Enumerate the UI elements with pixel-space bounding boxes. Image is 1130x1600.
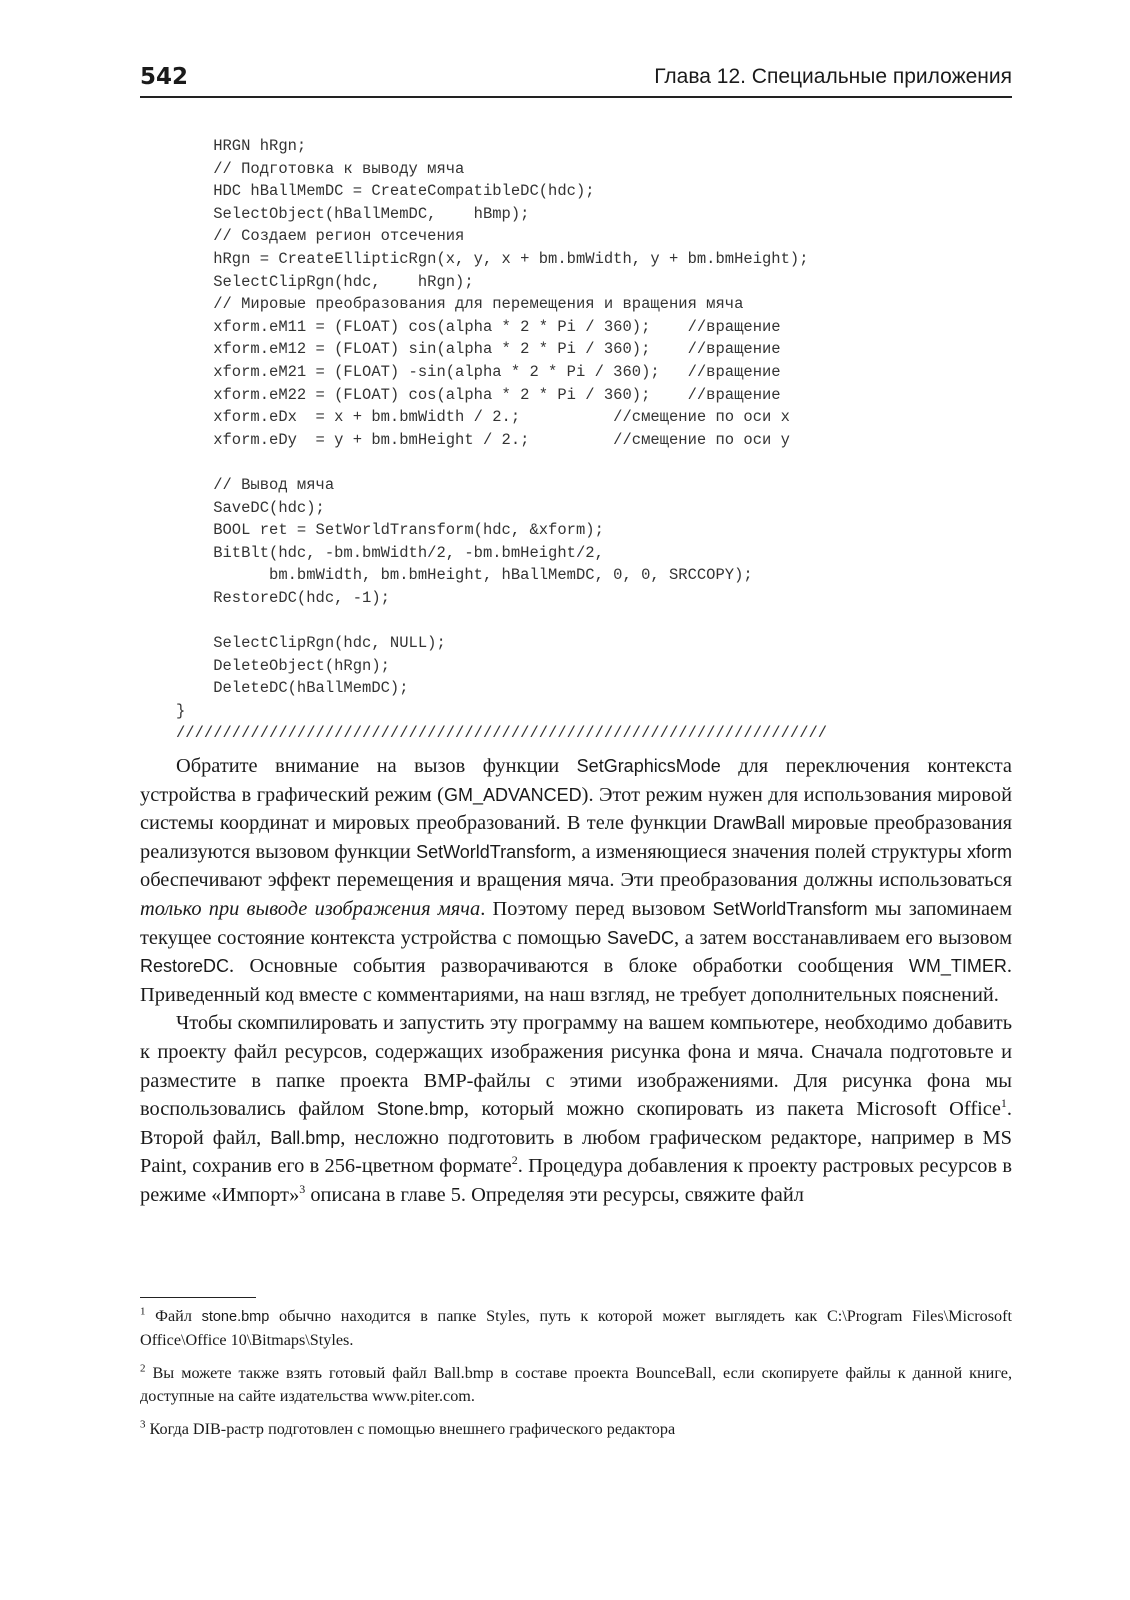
- code-line: }: [176, 701, 186, 720]
- inline-code: GM_ADVANCED: [443, 784, 582, 805]
- code-line: xform.eDy = y + bm.bmHeight / 2.; //смещение по оси y: [176, 430, 790, 449]
- code-line: // Создаем регион отсечения: [176, 227, 465, 246]
- code-line: SelectClipRgn(hdc, hRgn);: [176, 272, 474, 291]
- code-line: // Мировые преобразования для перемещения и вращения мяча: [176, 295, 744, 314]
- code-line: BOOL ret = SetWorldTransform(hdc, &xform);: [176, 521, 604, 540]
- code-line: // Вывод мяча: [176, 475, 335, 494]
- code-line: //////////////////////////////////////////////////////////////////////: [176, 724, 828, 743]
- paragraph: Обратите внимание на вызов функции SetGraphicsMode для переключения контекста устройства в графический режим (GM_ADVANCED). Этот режим нужен для использования мировой системы координат и мировых преобразований. В теле функции DrawBall мировые преобразования реализуются вызовом функции SetWorldTransform, а изменяющиеся значения полей структуры xform обеспечивают эффект перемещения и вращения мяча. Эти преобразования должны использоваться только при выводе изображения мяча. Поэтому перед вызовом SetWorldTransform мы запоминаем текущее состояние контекста устройства с помощью SaveDC, а затем восстанавливаем его вызовом RestoreDC. Основные события разворачиваются в блоке обработки сообщения WM_TIMER. Приведенный код вместе с комментариями, на наш взгляд, не требует дополнительных пояснений.: [140, 755, 1012, 1006]
- footnotes: [140, 1305, 1012, 1451]
- running-header: [140, 62, 1012, 98]
- footnote-divider: [140, 1297, 256, 1298]
- code-line: DeleteObject(hRgn);: [176, 656, 390, 675]
- inline-code: SetWorldTransform: [416, 841, 572, 862]
- footnote-ref: 3: [299, 1182, 306, 1197]
- code-line: RestoreDC(hdc, -1);: [176, 588, 390, 607]
- code-line: [176, 451, 1016, 474]
- code-line: xform.eM22 = (FLOAT) cos(alpha * 2 * Pi / 360); //вращение: [176, 385, 781, 404]
- footnote-ref: 1: [1000, 1096, 1007, 1111]
- inline-code: SetWorldTransform: [712, 898, 868, 919]
- inline-code: SaveDC: [606, 927, 674, 948]
- code-line: xform.eM11 = (FLOAT) cos(alpha * 2 * Pi / 360); //вращение: [176, 317, 781, 336]
- code-line: [176, 609, 1016, 632]
- footnote-ref: 2: [511, 1153, 518, 1168]
- footnote: $^3$ Когда DIB-растр подготовлен с помощью внешнего графического редактора: [140, 1418, 676, 1438]
- code-line: SelectClipRgn(hdc, NULL);: [176, 634, 446, 653]
- code-line: // Подготовка к выводу мяча: [176, 159, 465, 178]
- footnote: $^1$ Файл stone.bmp обычно находится в папке Styles, путь к которой может выглядеть как C:\Program Files\Microsoft Office\Office 10\Bitmaps\Styles.: [140, 1305, 1012, 1349]
- inline-code: DrawBall: [713, 813, 786, 834]
- footnote: $^2$ Вы можете также взять готовый файл Ball.bmp в составе проекта BounceBall, если скопируете файлы к данной книге, доступные на сайте издательства www.piter.com.: [140, 1362, 1012, 1405]
- code-line: xform.eDx = x + bm.bmWidth / 2.; //смещение по оси x: [176, 408, 790, 427]
- code-line: bm.bmWidth, bm.bmHeight, hBallMemDC, 0, 0, SRCCOPY);: [176, 566, 753, 585]
- inline-code: RestoreDC: [140, 956, 230, 977]
- code-line: HDC hBallMemDC = CreateCompatibleDC(hdc);: [176, 182, 595, 201]
- inline-code: stone.bmp: [201, 1309, 270, 1325]
- code-line: SaveDC(hdc);: [176, 498, 325, 517]
- inline-code: xform: [967, 841, 1012, 862]
- chapter-title: Глава 12. Специальные приложения: [654, 65, 1012, 88]
- emphasis: только при выводе изображения мяча: [140, 897, 481, 920]
- inline-code: Ball.bmp: [270, 1127, 341, 1148]
- inline-code: WM_TIMER: [908, 956, 1007, 977]
- code-line: SelectObject(hBallMemDC, hBmp);: [176, 204, 530, 223]
- code-line: HRGN hRgn;: [176, 137, 307, 155]
- code-line: DeleteDC(hBallMemDC);: [176, 679, 409, 698]
- body-text: [140, 752, 1012, 1210]
- code-line: xform.eM21 = (FLOAT) -sin(alpha * 2 * Pi / 360); //вращение: [176, 362, 781, 381]
- code-line: hRgn = CreateEllipticRgn(x, y, x + bm.bmWidth, y + bm.bmHeight);: [176, 249, 809, 268]
- code-line: xform.eM12 = (FLOAT) sin(alpha * 2 * Pi / 360); //вращение: [176, 340, 781, 359]
- inline-code: Stone.bmp: [376, 1099, 464, 1120]
- inline-code: SetGraphicsMode: [576, 756, 721, 776]
- code-line: BitBlt(hdc, -bm.bmWidth/2, -bm.bmHeight/2,: [176, 543, 604, 562]
- code-listing: [176, 135, 1016, 745]
- page-number: 542: [140, 64, 189, 90]
- paragraph: Чтобы скомпилировать и запустить эту программу на вашем компьютере, необходимо добавить к проекту файл ресурсов, содержащих изображения рисунка фона и мяча. Сначала подготовьте и разместите в папке проекта BMP-файлы с этими изображениями. Для рисунка фона мы воспользовались файлом Stone.bmp, который можно скопировать из пакета Microsoft Office$^1$. Второй файл, Ball.bmp, несложно подготовить в любом графическом редакторе, например в MS Paint, сохранив его в 256-цветном формате$^2$. Процедура добавления к проекту растровых ресурсов в режиме «Импорт»$^3$ описана в главе 5. Определяя эти ресурсы, свяжите файл: [140, 1012, 1012, 1206]
